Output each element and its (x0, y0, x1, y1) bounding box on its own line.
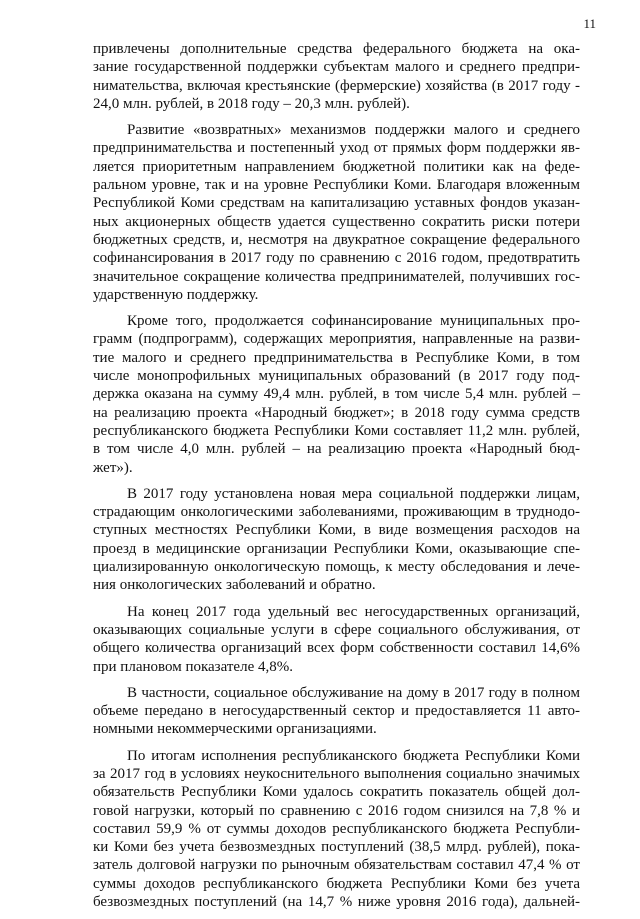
text-line: номными некоммерческими организациями. (93, 721, 377, 738)
text-line: составил 59,9 % от суммы доходов республиканского бюджета Республи- (93, 820, 580, 837)
text-line: ния онкологических заболеваний и обратно. (93, 577, 376, 594)
paragraph-6 (93, 684, 580, 739)
text-line: объеме передано в негосударственный сектор и предоставляется 11 авто- (93, 703, 580, 720)
text-line: за 2017 год в условиях неукоснительного выполнения социально значимых (93, 765, 580, 782)
text-line: республиканского бюджета Республики Коми составляет 11,2 млн. рублей, (93, 422, 580, 439)
text-line: в том числе 4,0 млн. рублей – на реализацию проекта «Народный бюд- (93, 441, 580, 458)
text-line: на реализацию проекта «Народный бюджет»; в 2018 году сумма средств (93, 404, 580, 421)
text-line: числе монопрофильных муниципальных образований (в 2017 году под- (93, 368, 580, 385)
text-line: при плановом показателе 4,8%. (93, 658, 293, 675)
text-line: затель долговой нагрузки по рыночным обязательствам составил 47,4 % от (93, 857, 580, 874)
text-line: 24,0 млн. рублей, в 2018 году – 20,3 млн. рублей). (93, 95, 410, 112)
text-line: тие малого и среднего предпринимательства в Республике Коми, в том (93, 349, 580, 366)
text-line: ударственную поддержку. (93, 286, 259, 303)
text-line: ральном уровне, так и на уровне Республики Коми. Благодаря вложенным (93, 177, 580, 194)
text-line: циализированную онкологическую помощь, к месту обследования и лече- (93, 559, 580, 576)
body-text (93, 40, 580, 919)
text-line: В частности, социальное обслуживание на дому в 2017 году в полном (127, 684, 580, 701)
text-line: страдающим онкологическими заболеваниями, проживающим в труднодо- (93, 504, 580, 521)
page-number: 11 (583, 16, 596, 31)
paragraph-7 (93, 747, 580, 912)
text-line: бюджетных средств, и, несмотря на двукратное сокращение федерального (93, 231, 580, 248)
text-line: В 2017 году установлена новая мера социальной поддержки лицам, (127, 485, 580, 502)
paragraph-3 (93, 312, 580, 477)
paragraph-4 (93, 485, 580, 595)
text-line: ступных местностях Республики Коми, в виде возмещения расходов на (93, 522, 580, 539)
text-line: жет»). (93, 459, 133, 476)
text-line: общего количества организаций всех форм собственности составил 14,6% (93, 640, 580, 657)
text-line: По итогам исполнения республиканского бюджета Республики Коми (127, 747, 580, 764)
paragraph-2 (93, 121, 580, 304)
text-line: предпринимательства и постепенный уход от прямых форм поддержки яв- (93, 140, 580, 157)
text-line: Развитие «возвратных» механизмов поддержки малого и среднего (127, 122, 580, 139)
text-line: софинансирования в 2017 году по сравнению с 2016 годом, предотвратить (93, 250, 580, 267)
text-line: проезд в медицинские организации Республики Коми, оказывающие спе- (93, 540, 580, 557)
text-line: держка оказана на сумму 49,4 млн. рублей, в том числе 5,4 млн. рублей – (93, 386, 580, 403)
text-line: ки Коми без учета безвозмездных поступлений (38,5 млрд. рублей), пока- (93, 839, 580, 856)
text-line: значительное сокращение количества предпринимателей, получивших гос- (93, 268, 580, 285)
text-line: На конец 2017 года удельный вес негосударственных организаций, (127, 603, 580, 620)
text-line: привлечены дополнительные средства федерального бюджета на ока- (93, 41, 580, 57)
text-line: грамм (подпрограмм), содержащих мероприятия, направленные на разви- (93, 331, 580, 348)
text-line: ных акционерных обществ удается существенно сократить риски потери (93, 213, 580, 230)
text-line: нимательства, включая крестьянские (фермерские) хозяйства (в 2017 году - (93, 77, 580, 94)
text-line: говой нагрузки, который по сравнению с 2016 годом снизился на 7,8 % и (93, 802, 580, 819)
paragraph-1 (93, 40, 580, 113)
text-line: безвозмездных поступлений (на 14,7 % ниже уровня 2016 года), дальней- (93, 894, 580, 911)
text-line: Республикой Коми средствам на капитализацию уставных фондов указан- (93, 195, 580, 212)
text-line: обязательств Республики Коми удалось сократить показатель общей дол- (93, 784, 580, 801)
paragraph-5 (93, 603, 580, 676)
text-line: Кроме того, продолжается софинансирование муниципальных про- (127, 313, 580, 330)
text-line: оказывающих социальные услуги в сфере социального обслуживания, от (93, 621, 580, 638)
text-line: суммы доходов республиканского бюджета Республики Коми без учета (93, 875, 580, 892)
text-line: ляется приоритетным направлением бюджетной политики как на феде- (93, 158, 580, 175)
text-line: зание государственной поддержки субъектам малого и среднего предпри- (93, 59, 580, 76)
